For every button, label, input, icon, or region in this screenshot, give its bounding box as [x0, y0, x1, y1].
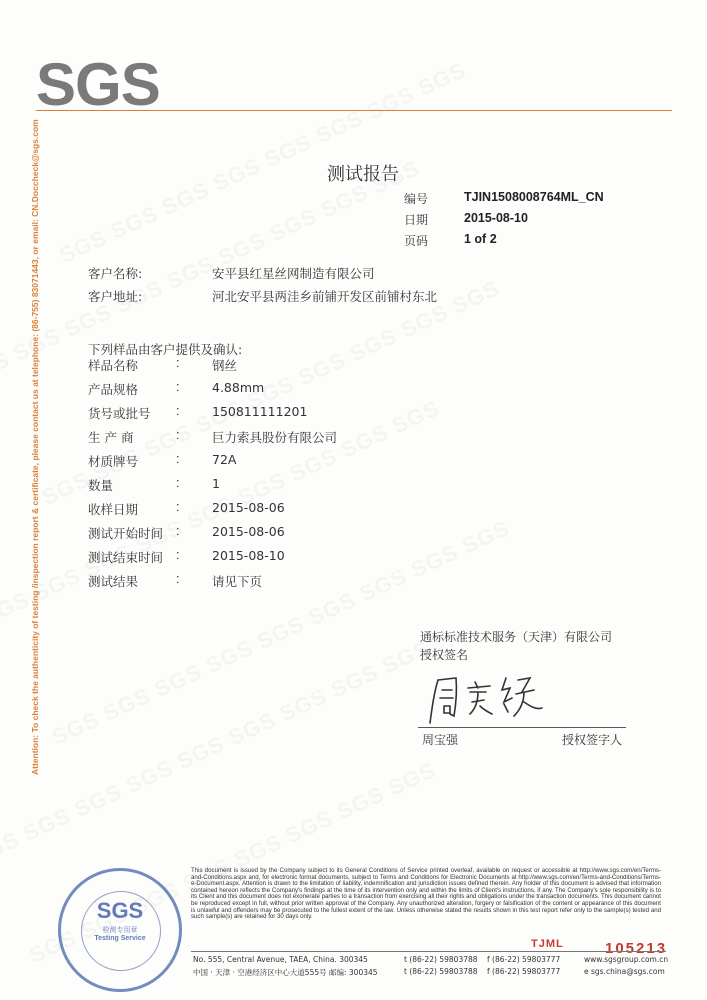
email: e sgs.china@sgs.com: [584, 967, 665, 976]
sample-value: 150811111201: [212, 404, 308, 419]
sample-colon: :: [176, 356, 180, 370]
telephone: t (86-22) 59803788: [404, 967, 478, 976]
sample-label: 材质牌号: [88, 454, 139, 469]
website: www.sgsgroup.com.cn: [584, 955, 669, 964]
sample-value: 2015-08-06: [212, 524, 285, 539]
sample-value: 请见下页: [212, 574, 263, 589]
sample-label: 测试开始时间: [88, 526, 164, 541]
header-divider: [36, 110, 672, 111]
sample-value: 2015-08-10: [212, 548, 285, 563]
page-title: 测试报告: [327, 164, 399, 185]
signature-line: [418, 727, 626, 728]
sample-colon: :: [176, 404, 180, 418]
client-address-label: 客户地址:: [88, 289, 143, 304]
sample-colon: :: [176, 548, 180, 562]
footer-divider: [191, 951, 666, 952]
fax: f (86-22) 59803777: [487, 955, 561, 964]
address-cn: 中国 · 天津 · 空港经济区中心大道555号 邮编: 300345: [193, 968, 378, 977]
sample-label: 测试结束时间: [88, 550, 164, 565]
sample-label: 数量: [88, 478, 114, 493]
sample-intro: 下列样品由客户提供及确认:: [88, 342, 243, 357]
sample-label: 产品规格: [88, 382, 139, 397]
sample-label: 测试结果: [88, 574, 139, 589]
report-no: TJIN1508008764ML_CN: [464, 190, 604, 204]
client-address: 河北安平县两洼乡前铺开发区前铺村东北: [212, 289, 438, 304]
authorized-sign-label: 授权签名: [420, 648, 469, 662]
sample-value: 72A: [212, 452, 237, 467]
sample-value: 钢丝: [212, 358, 238, 373]
authenticity-notice: Attention: To check the authenticity of testing /inspection report & certificate, please contact us at telephone: (86-755) 83071443, or email: CN.Doccheck@sgs.com: [30, 119, 40, 775]
fax: f (86-22) 59803777: [487, 967, 561, 976]
sample-colon: :: [176, 572, 180, 586]
client-name-label: 客户名称:: [88, 266, 143, 281]
signer-role: 授权签字人: [562, 733, 623, 747]
date-label: 日期: [404, 213, 429, 227]
reference-code: TJML: [531, 938, 564, 950]
handwritten-signature: [420, 668, 555, 728]
footer-disclaimer: This document is issued by the Company subject to its General Conditions of Service printed overleaf, available on request or accessible at http://www.sgs.com/en/Terms-and-Conditions.aspx and, for electronic format documents, subject to Terms and Conditions for Electronic Documents at http://www.sgs.com/en/Terms-and-Conditions/Terms-e-Document.aspx. Attention is drawn to the limitation of liability, indemnification and jurisdiction issues defined therein. Any holder of this document is advised that information contained hereon reflects the Company's findings at the time of its intervention only and within the limits of Client's instructions, if any. The Company's sole responsibility is to its Client and this document does not exonerate parties to a transaction from exercising all their rights and obligations under the transaction documents. This document cannot be reproduced except in full, without prior written approval of the Company. Any unauthorized alteration, forgery or falsification of the content or appearance of this document is unlawful and offenders may be prosecuted to the fullest extent of the law. Unless otherwise stated the results shown in this test report refer only to the sample(s) tested and such sample(s) are retained for 30 days only.: [191, 867, 661, 921]
sgs-logo: SGS: [36, 51, 160, 118]
sample-colon: :: [176, 452, 180, 466]
sample-value: 4.88mm: [212, 380, 265, 395]
sample-value: 巨力索具股份有限公司: [212, 430, 338, 445]
sample-label: 货号或批号: [88, 406, 151, 421]
sample-label: 样品名称: [88, 358, 139, 373]
sample-colon: :: [176, 428, 180, 442]
sample-value: 2015-08-06: [212, 500, 285, 515]
sample-colon: :: [176, 380, 180, 394]
report-date: 2015-08-10: [464, 211, 528, 225]
stamp-center-text: SGS: [96, 898, 144, 923]
sample-label: 生 产 商: [88, 430, 134, 445]
sample-label: 收样日期: [88, 502, 139, 517]
signing-company: 通标标准技术服务（天津）有限公司: [420, 630, 613, 644]
sample-colon: :: [176, 476, 180, 490]
serial-number: 105213: [605, 940, 668, 957]
page-label: 页码: [404, 234, 429, 248]
address-en: No. 555, Central Avenue, TAEA, China. 300345: [193, 955, 368, 964]
sample-value: 1: [212, 476, 220, 491]
sample-colon: :: [176, 500, 180, 514]
stamp-en-text: Testing Service: [94, 935, 146, 942]
testing-service-stamp: [58, 868, 182, 992]
signer-name: 周宝强: [422, 733, 459, 747]
stamp-sub-text: 检测专用章: [102, 927, 138, 934]
page-number: 1 of 2: [464, 232, 497, 246]
report-no-label: 编号: [404, 192, 429, 206]
sample-colon: :: [176, 524, 180, 538]
client-name: 安平县红星丝网制造有限公司: [212, 266, 375, 281]
telephone: t (86-22) 59803788: [404, 955, 478, 964]
